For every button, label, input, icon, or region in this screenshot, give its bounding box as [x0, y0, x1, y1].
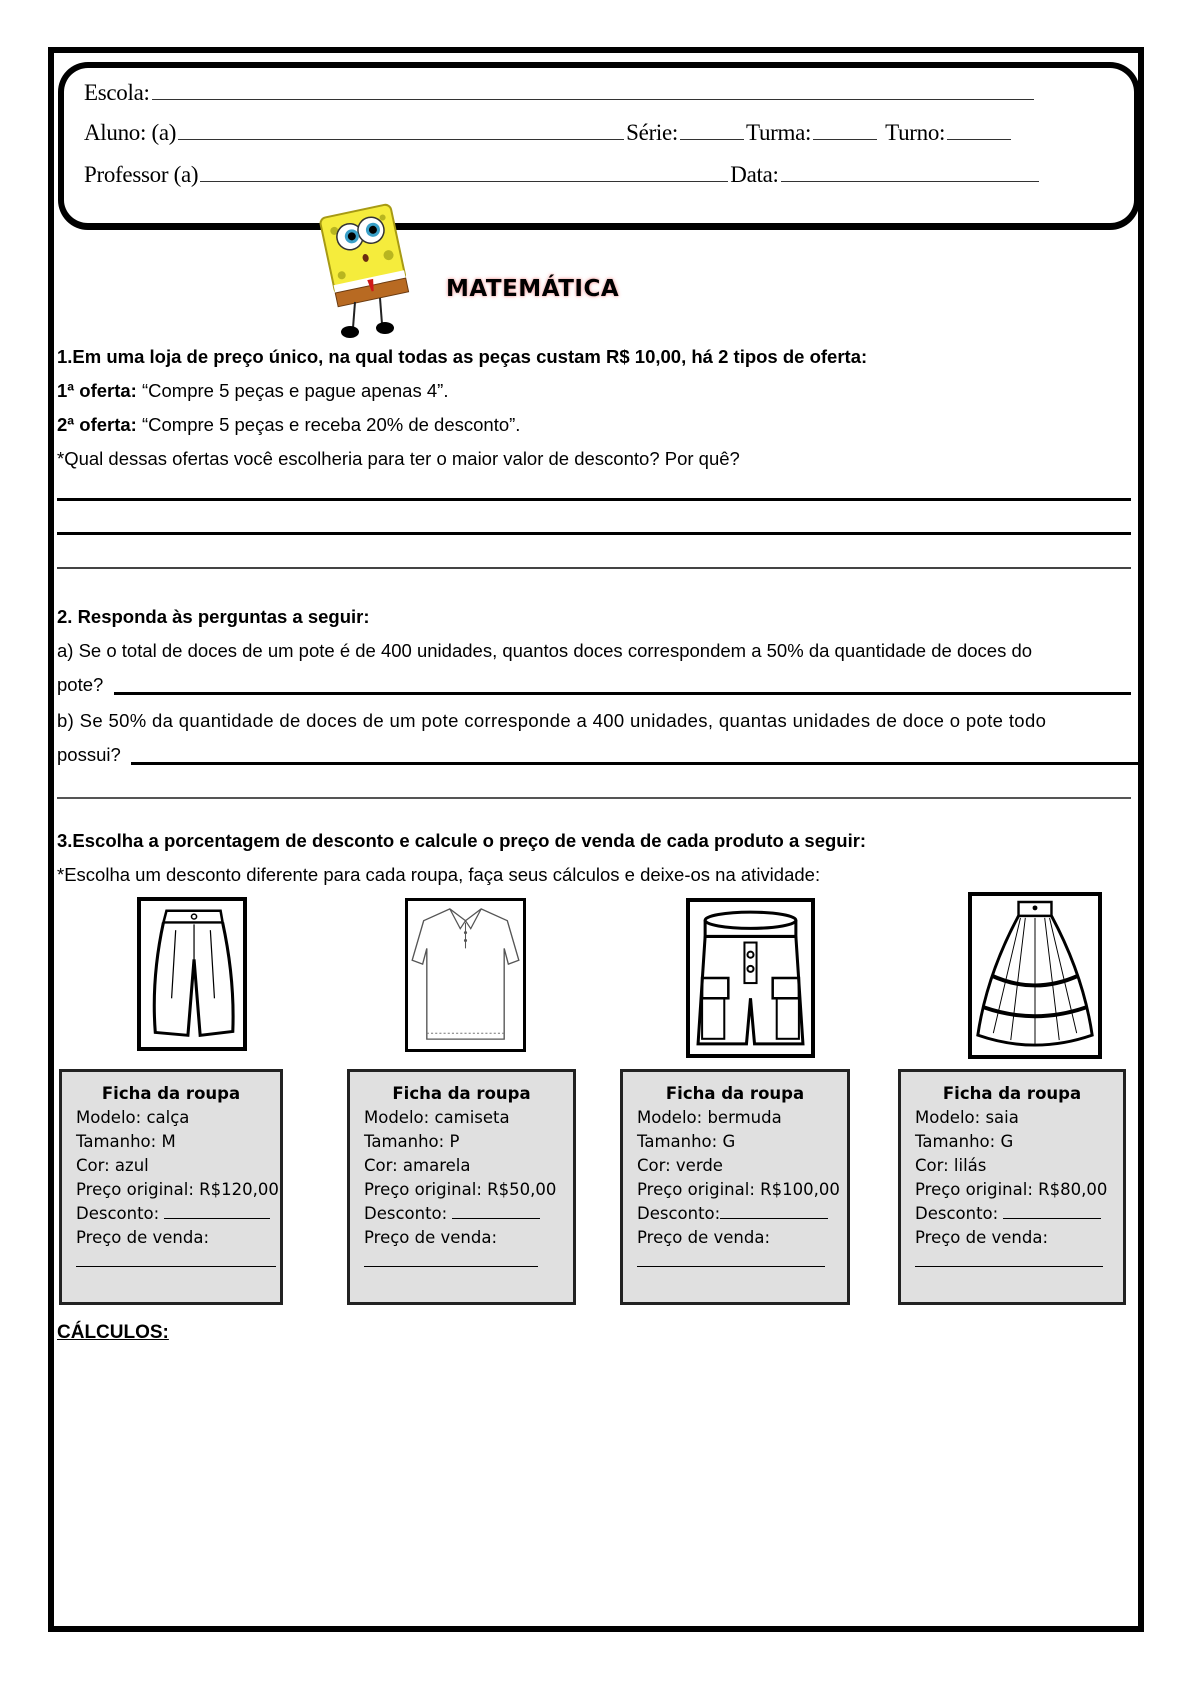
shift-field[interactable] — [947, 138, 1011, 140]
q2-item-b-line1: b) Se 50% da quantidade de doces de um pote corresponde a 400 unidades, quantas unidades de doce o pote todo — [57, 710, 1047, 731]
model-value: bermuda — [707, 1108, 782, 1127]
price-value: R$100,00 — [760, 1180, 840, 1199]
size-value: M — [161, 1132, 176, 1151]
card-discount-row — [637, 1202, 847, 1226]
offer1-text: “Compre 5 peças e pague apenas 4”. — [136, 380, 449, 401]
card-price-row — [637, 1178, 847, 1202]
card-color-row — [915, 1154, 1123, 1178]
card-size-row — [76, 1130, 280, 1154]
price-label: Preço original: — [637, 1180, 755, 1199]
size-label: Tamanho: — [76, 1132, 157, 1151]
card-price-row — [915, 1178, 1123, 1202]
teacher-row — [84, 162, 1041, 188]
card-discount-row — [915, 1202, 1123, 1226]
clothing-card-3 — [620, 1069, 850, 1305]
mascot-icon — [310, 200, 420, 340]
price-label: Preço original: — [915, 1180, 1033, 1199]
student-row — [84, 120, 1013, 146]
sale-price-field[interactable] — [76, 1250, 276, 1267]
school-field[interactable] — [152, 98, 1034, 100]
price-value: R$50,00 — [487, 1180, 557, 1199]
clothing-card-2 — [347, 1069, 576, 1305]
card-color-row — [364, 1154, 573, 1178]
grade-label: Série: — [626, 120, 679, 145]
card-title: Ficha da roupa — [942, 1084, 1082, 1103]
card-price-row — [76, 1178, 280, 1202]
skirt-icon — [968, 892, 1102, 1059]
sale-price-field[interactable] — [915, 1250, 1103, 1267]
offer1-label: 1ª oferta: — [57, 380, 137, 401]
q2-answer-extra-line[interactable] — [57, 797, 1131, 799]
card-model-row — [364, 1106, 573, 1130]
q2-answer-b-line[interactable] — [131, 762, 1139, 765]
price-label: Preço original: — [76, 1180, 194, 1199]
card-title: Ficha da roupa — [665, 1084, 805, 1103]
color-value: lilás — [953, 1156, 987, 1175]
card-sale-label: Preço de venda: — [76, 1228, 210, 1247]
color-label: Cor: — [915, 1156, 949, 1175]
card-size-row — [637, 1130, 847, 1154]
date-field[interactable] — [781, 180, 1039, 182]
card-price-row — [364, 1178, 573, 1202]
discount-field[interactable] — [164, 1202, 270, 1219]
school-row — [84, 80, 1036, 106]
q1-answer-line-2[interactable] — [57, 532, 1131, 535]
sale-price-field[interactable] — [637, 1250, 825, 1267]
card-sale-label: Preço de venda: — [915, 1228, 1049, 1247]
size-label: Tamanho: — [915, 1132, 996, 1151]
grade-field[interactable] — [680, 138, 744, 140]
model-label: Modelo: — [364, 1108, 430, 1127]
class-field[interactable] — [813, 138, 877, 140]
card-discount-row — [76, 1202, 280, 1226]
model-label: Modelo: — [76, 1108, 142, 1127]
size-label: Tamanho: — [364, 1132, 445, 1151]
discount-label: Desconto: — [76, 1204, 160, 1223]
q1-answer-line-3[interactable] — [57, 567, 1131, 569]
price-value: R$120,00 — [199, 1180, 279, 1199]
q2-title: 2. Responda às perguntas a seguir: — [57, 606, 370, 627]
offer2-label: 2ª oferta: — [57, 414, 137, 435]
size-value: P — [449, 1132, 460, 1151]
school-label: Escola: — [84, 80, 150, 105]
teacher-field[interactable] — [200, 180, 728, 182]
clothing-card-1 — [59, 1069, 283, 1305]
pants-icon — [137, 897, 247, 1051]
shift-label: Turno: — [885, 120, 946, 145]
card-model-row — [76, 1106, 280, 1130]
student-field[interactable] — [178, 138, 624, 140]
discount-field[interactable] — [1003, 1202, 1101, 1219]
q3-instruction: *Escolha um desconto diferente para cada roupa, faça seus cálculos e deixe-os na atividade: — [57, 864, 821, 885]
model-value: calça — [146, 1108, 190, 1127]
card-discount-row — [364, 1202, 573, 1226]
color-value: azul — [114, 1156, 149, 1175]
card-model-row — [637, 1106, 847, 1130]
discount-label: Desconto: — [364, 1204, 448, 1223]
class-label: Turma: — [746, 120, 812, 145]
discount-field[interactable] — [452, 1202, 540, 1219]
model-label: Modelo: — [915, 1108, 981, 1127]
card-sale-label: Preço de venda: — [364, 1228, 498, 1247]
q3-title: 3.Escolha a porcentagem de desconto e calcule o preço de venda de cada produto a seguir: — [57, 830, 867, 851]
price-value: R$80,00 — [1038, 1180, 1108, 1199]
q1-prompt: *Qual dessas ofertas você escolheria para ter o maior valor de desconto? Por quê? — [57, 448, 740, 469]
card-title: Ficha da roupa — [392, 1084, 531, 1103]
polo-shirt-icon — [405, 898, 526, 1052]
color-label: Cor: — [637, 1156, 671, 1175]
discount-field[interactable] — [720, 1202, 828, 1219]
card-size-row — [915, 1130, 1123, 1154]
model-label: Modelo: — [637, 1108, 703, 1127]
teacher-label: Professor (a) — [84, 162, 199, 187]
card-size-row — [364, 1130, 573, 1154]
color-value: amarela — [402, 1156, 471, 1175]
q2-answer-a-line[interactable] — [114, 692, 1131, 695]
size-value: G — [1000, 1132, 1014, 1151]
model-value: saia — [985, 1108, 1019, 1127]
card-title: Ficha da roupa — [101, 1084, 241, 1103]
subject-title: MATEMÁTICA — [446, 276, 620, 302]
cargo-shorts-icon — [686, 898, 815, 1058]
model-value: camiseta — [434, 1108, 510, 1127]
calculations-area[interactable] — [57, 1356, 1131, 1618]
calculations-title: CÁLCULOS: — [57, 1322, 169, 1343]
discount-label: Desconto: — [637, 1204, 721, 1223]
date-label: Data: — [730, 162, 779, 187]
student-label: Aluno: (a) — [84, 120, 177, 145]
card-sale-label: Preço de venda: — [637, 1228, 771, 1247]
q2-item-a-line2: pote? — [57, 674, 104, 695]
color-label: Cor: — [76, 1156, 110, 1175]
sale-price-field[interactable] — [364, 1250, 538, 1267]
offer2-text: “Compre 5 peças e receba 20% de desconto”. — [136, 414, 521, 435]
size-value: G — [722, 1132, 736, 1151]
discount-label: Desconto: — [915, 1204, 999, 1223]
card-color-row — [76, 1154, 280, 1178]
color-value: verde — [675, 1156, 723, 1175]
size-label: Tamanho: — [637, 1132, 718, 1151]
q1-answer-line-1[interactable] — [57, 498, 1131, 501]
q2-item-a-line1: a) Se o total de doces de um pote é de 400 unidades, quantos doces correspondem a 50% da quantidade de doces do — [57, 640, 1033, 661]
q1-offer1 — [57, 380, 448, 402]
price-label: Preço original: — [364, 1180, 482, 1199]
card-model-row — [915, 1106, 1123, 1130]
card-color-row — [637, 1154, 847, 1178]
q1-offer2 — [57, 414, 520, 436]
q1-statement: 1.Em uma loja de preço único, na qual todas as peças custam R$ 10,00, há 2 tipos de oferta: — [57, 346, 868, 367]
q2-item-b-line2: possui? — [57, 744, 121, 765]
clothing-card-4 — [898, 1069, 1126, 1305]
color-label: Cor: — [364, 1156, 398, 1175]
